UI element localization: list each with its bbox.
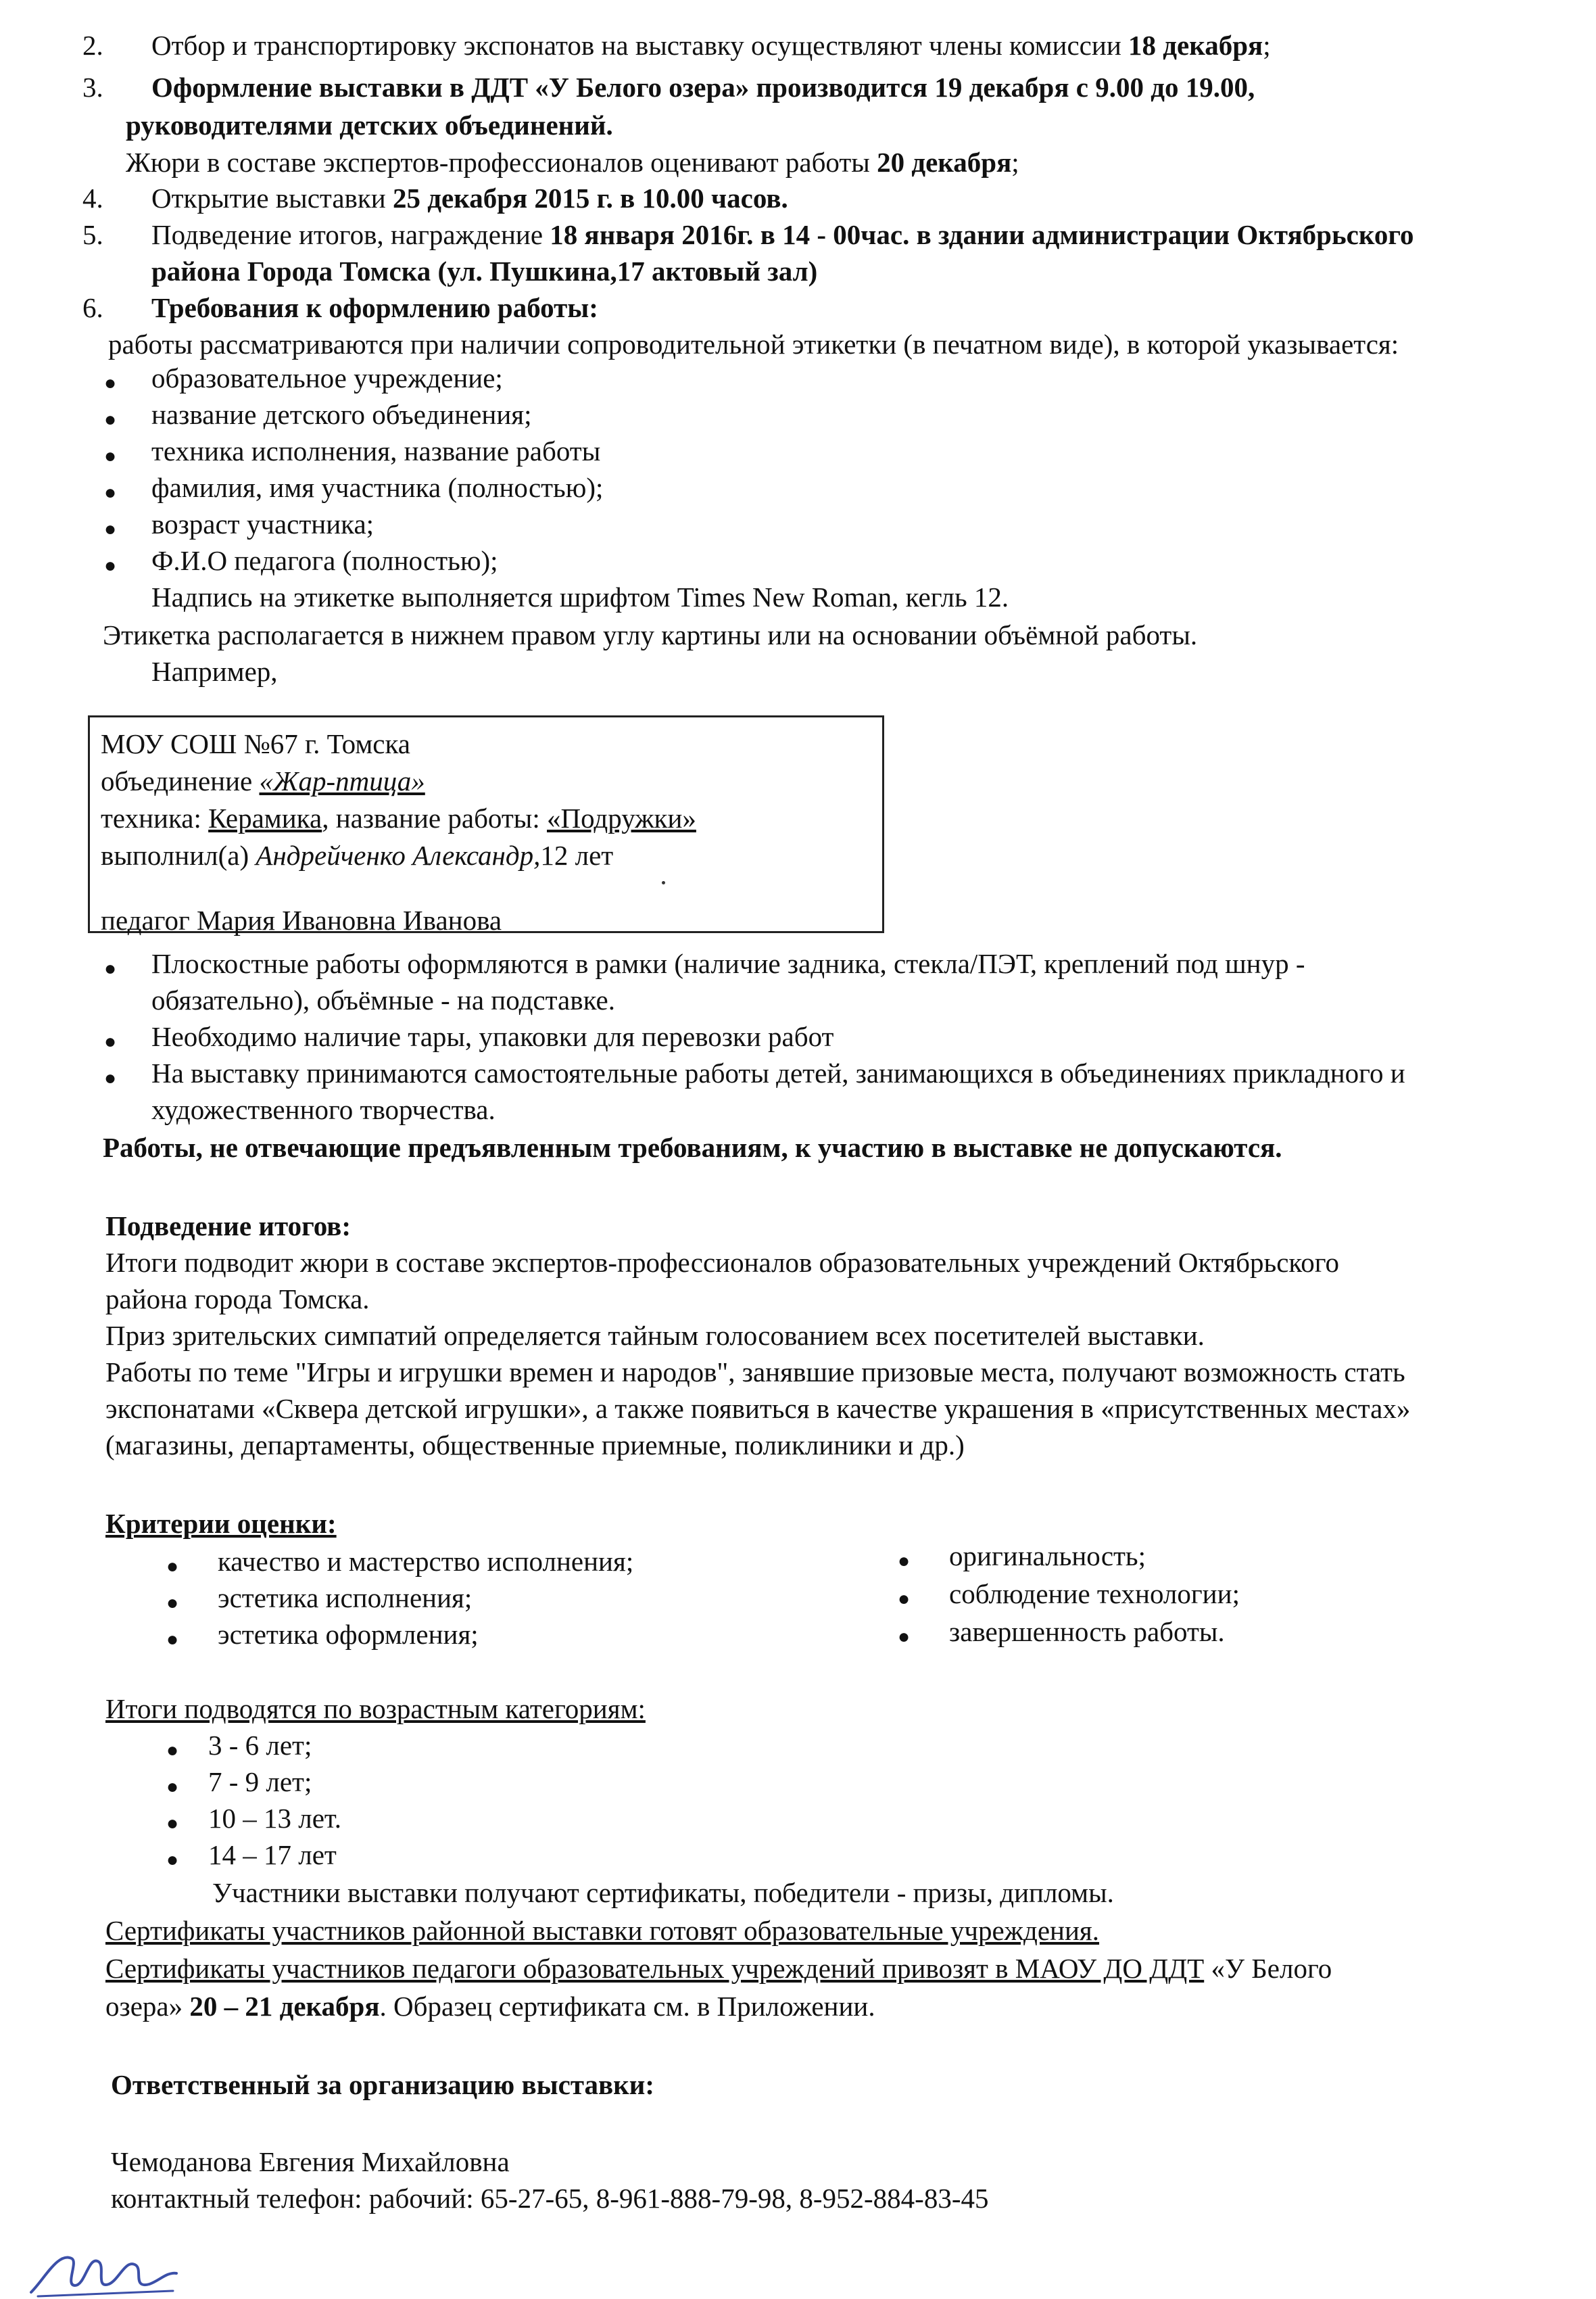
- summary-line: Работы по теме "Игры и игрушки времен и народов", занявшие призовые места, получают возможность стать: [105, 1356, 1405, 1388]
- rule-item-cont: художественного творчества.: [151, 1094, 495, 1125]
- age-item: 10 – 13 лет.: [208, 1803, 341, 1834]
- list-item: название детского объединения;: [151, 399, 532, 430]
- jury-line: Жюри в составе экспертов-профессионалов оценивают работы 20 декабря;: [126, 147, 1019, 178]
- rejection-note: Работы, не отвечающие предъявленным требованиям, к участию в выставке не допускаются.: [103, 1132, 1282, 1163]
- placement-note: Этикетка располагается в нижнем правом углу картины или на основании объёмной работы.: [103, 619, 1198, 650]
- bullet-icon: ●: [104, 554, 117, 577]
- label-example-box: [88, 715, 884, 936]
- bullet-icon: ●: [104, 518, 117, 540]
- list-item: образовательное учреждение;: [151, 362, 503, 394]
- summary-line: (магазины, департаменты, общественные приемные, поликлиники и др.): [105, 1429, 965, 1461]
- criteria-item: эстетика исполнения;: [218, 1582, 473, 1613]
- bullet-icon: ●: [104, 1030, 117, 1053]
- bullet-icon: ●: [166, 1812, 179, 1834]
- summary-line: Приз зрительских симпатий определяется тайным голосованием всех посетителей выставки.: [105, 1320, 1205, 1351]
- list-item: возраст участника;: [151, 508, 374, 540]
- item-number: 2.: [82, 30, 103, 61]
- bullet-icon: ●: [166, 1849, 179, 1871]
- item-number: 3.: [82, 72, 103, 103]
- label-author: выполнил(а) Андрейченко Александр,12 лет: [101, 840, 614, 871]
- item-text: Оформление выставки в ДДТ «У Белого озера» производится 19 декабря с 9.00 до 19.00,: [151, 72, 1255, 103]
- certificates-line: озера» 20 – 21 декабря. Образец сертификата см. в Приложении.: [105, 1991, 875, 2022]
- bullet-icon: ●: [166, 1776, 179, 1798]
- summary-line: экспонатами «Сквера детской игрушки», а также появиться в качестве украшения в «присутственных местах»: [105, 1393, 1411, 1424]
- criteria-item: эстетика оформления;: [218, 1619, 479, 1650]
- bullet-icon: ●: [104, 957, 117, 980]
- certificates-line: Сертификаты участников районной выставки готовят образовательные учреждения.: [105, 1915, 1100, 1946]
- item-number: 5.: [82, 219, 103, 250]
- criteria-item: качество и мастерство исполнения;: [218, 1546, 634, 1577]
- bullet-icon: ●: [898, 1550, 911, 1572]
- label-technique: техника: Керамика, название работы: «Подружки»: [101, 803, 696, 834]
- certificates-line: Сертификаты участников педагоги образовательных учреждений привозят в МАОУ ДО ДДТ «У Белого: [105, 1953, 1332, 1984]
- criteria-item: оригинальность;: [949, 1540, 1146, 1571]
- bullet-icon: ●: [104, 445, 117, 467]
- bullet-icon: ●: [166, 1555, 179, 1578]
- age-item: 3 - 6 лет;: [208, 1730, 312, 1761]
- criteria-item: завершенность работы.: [949, 1616, 1225, 1647]
- rule-item-cont: обязательно), объёмные - на подставке.: [151, 985, 615, 1016]
- font-note: Надпись на этикетке выполняется шрифтом Times New Roman, кегль 12.: [151, 582, 1009, 613]
- summary-line: Итоги подводит жюри в составе экспертов-профессионалов образовательных учреждений Октябрьского: [105, 1247, 1340, 1278]
- list-item: фамилия, имя участника (полностью);: [151, 472, 604, 503]
- criteria-item: соблюдение технологии;: [949, 1578, 1240, 1609]
- bullet-icon: ●: [166, 1628, 179, 1651]
- responsible-title: Ответственный за организацию выставки:: [111, 2069, 655, 2100]
- item-text-cont: руководителями детских объединений.: [126, 110, 613, 141]
- bullet-icon: ●: [104, 408, 117, 431]
- item-title: Требования к оформлению работы:: [151, 292, 598, 323]
- responsible-name: Чемоданова Евгения Михайловна: [111, 2146, 510, 2177]
- summary-title: Подведение итогов:: [105, 1210, 351, 1241]
- responsible-phone: контактный телефон: рабочий: 65-27-65, 8-961-888-79-98, 8-952-884-83-45: [111, 2183, 989, 2214]
- criteria-title: Критерии оценки:: [105, 1508, 337, 1539]
- item-text: Отбор и транспортировку экспонатов на выставку осуществляют члены комиссии 18 декабря;: [151, 30, 1271, 61]
- signature: [24, 2231, 180, 2299]
- label-association: объединение «Жар-птица»: [101, 765, 425, 797]
- bullet-icon: ●: [898, 1588, 911, 1610]
- example-label: Например,: [151, 656, 278, 687]
- item-text-cont: района Города Томска (ул. Пушкина,17 актовый зал): [151, 256, 818, 287]
- item-text: Подведение итогов, награждение 18 января 2016г. в 14 - 00час. в здании администрации Октябрьского: [151, 219, 1414, 250]
- summary-line: района города Томска.: [105, 1283, 370, 1314]
- rule-item: На выставку принимаются самостоятельные работы детей, занимающихся в объединениях прикладного и: [151, 1058, 1405, 1089]
- requirements-intro: работы рассматриваются при наличии сопроводительной этикетки (в печатном виде), в которой указывается:: [108, 329, 1399, 360]
- label-teacher: педагог Мария Ивановна Иванова: [101, 905, 502, 936]
- list-item: техника исполнения, название работы: [151, 435, 601, 467]
- bullet-icon: ●: [104, 1067, 117, 1089]
- item-number: 6.: [82, 292, 103, 323]
- bullet-icon: ●: [104, 481, 117, 504]
- rule-item: Необходимо наличие тары, упаковки для перевозки работ: [151, 1021, 834, 1052]
- age-groups-after: Участники выставки получают сертификаты, победители - призы, дипломы.: [212, 1877, 1114, 1908]
- age-groups-title: Итоги подводятся по возрастным категориям:: [105, 1693, 646, 1724]
- item-text: Открытие выставки 25 декабря 2015 г. в 10.00 часов.: [151, 183, 788, 214]
- list-item: Ф.И.О педагога (полностью);: [151, 545, 498, 576]
- rule-item: Плоскостные работы оформляются в рамки (наличие задника, стекла/ПЭТ, креплений под шнур -: [151, 948, 1305, 979]
- age-item: 7 - 9 лет;: [208, 1766, 312, 1797]
- bullet-icon: ●: [898, 1626, 911, 1648]
- label-school: МОУ СОШ №67 г. Томска: [101, 728, 410, 759]
- speck: [662, 881, 665, 884]
- bullet-icon: ●: [166, 1739, 179, 1761]
- age-item: 14 – 17 лет: [208, 1839, 337, 1870]
- bullet-icon: ●: [166, 1592, 179, 1614]
- item-number: 4.: [82, 183, 103, 214]
- bullet-icon: ●: [104, 372, 117, 394]
